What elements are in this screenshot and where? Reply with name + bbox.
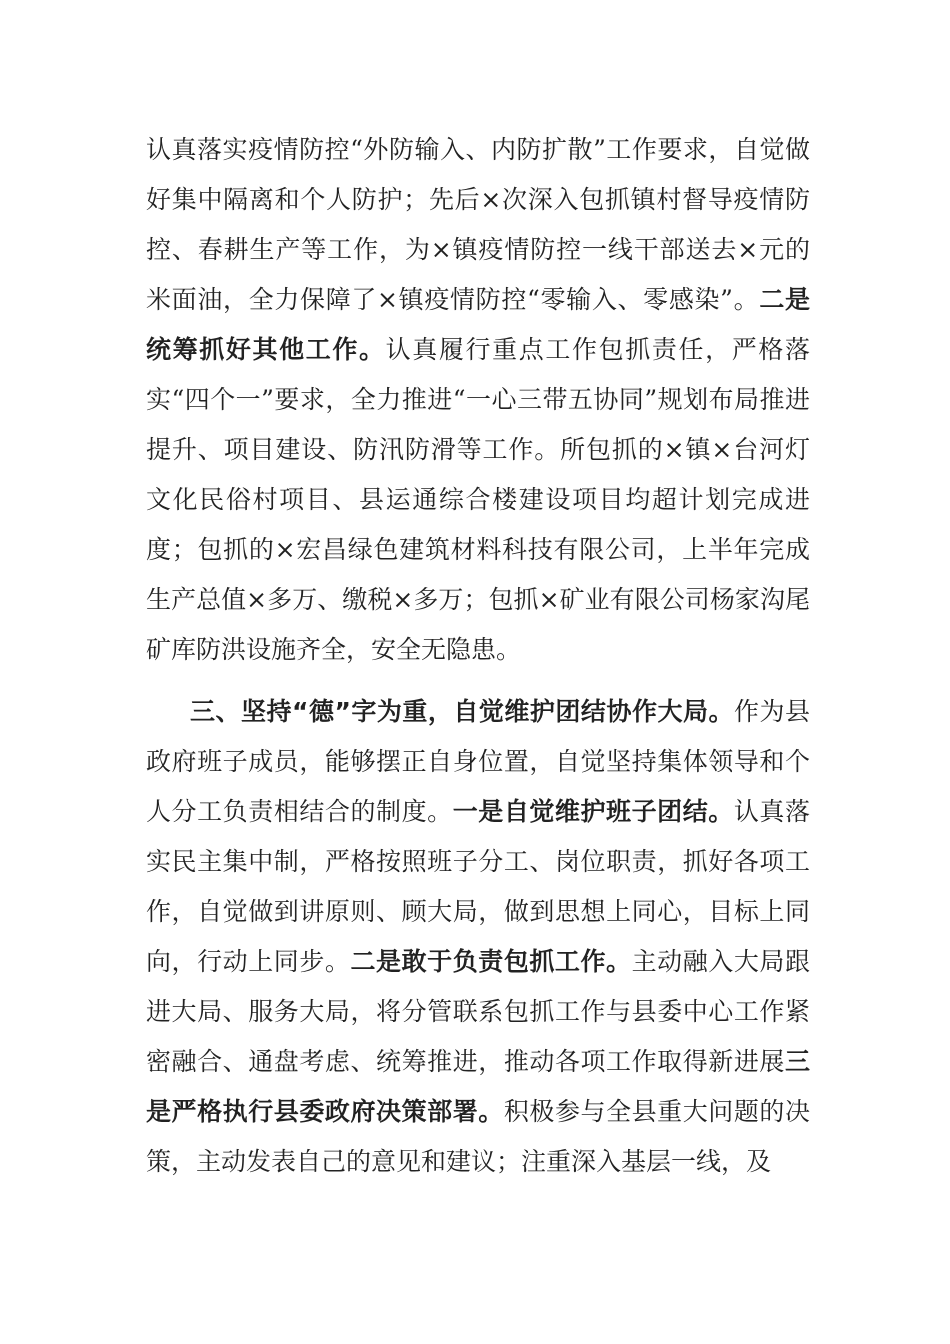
bold-heading-segment: 一是自觉维护班子团结。: [452, 797, 734, 826]
text-segment: 认真落实疫情防控“外防输入、内防扩散”工作要求，自觉做好集中隔离和个人防护；先后×次深入包抓镇村督导疫情防控、春耕生产等工作，为×镇疫情防控一线干部送去×元的米面油，全力保障了×镇疫情防控“零输入、零感染”。: [146, 135, 810, 314]
bold-heading-segment: 二是敢于负责包抓工作。: [350, 947, 632, 976]
paragraph-work-continuation: [146, 125, 810, 675]
section-heading: 三、坚持“德”字为重，自觉维护团结协作大局。: [190, 697, 734, 726]
bold-heading-segment: 三是严格执行县委政府决策部署。: [146, 1047, 810, 1126]
document-body: [146, 125, 810, 1187]
text-segment: 认真落实民主集中制，严格按照班子分工、岗位职责，抓好各项工作，自觉做到讲原则、顾大局，做到思想上同心，目标上同向，行动上同步。: [146, 797, 810, 976]
text-segment: 作为县政府班子成员，能够摆正自身位置，自觉坚持集体领导和个人分工负责相结合的制度。: [146, 697, 810, 826]
text-segment: 认真履行重点工作包抓责任，严格落实“四个一”要求，全力推进“一心三带五协同”规划布局推进提升、项目建设、防汛防滑等工作。所包抓的×镇×台河灯文化民俗村项目、县运通综合楼建设项目均超计划完成进度；包抓的×宏昌绿色建筑材料科技有限公司，上半年完成生产总值×多万、缴税×多万；包抓×矿业有限公司杨家沟尾矿库防洪设施齐全，安全无隐患。: [146, 335, 810, 664]
text-segment: 积极参与全县重大问题的决策，主动发表自己的意见和建议；注重深入基层一线，及: [146, 1097, 810, 1176]
text-segment: 主动融入大局跟进大局、服务大局，将分管联系包抓工作与县委中心工作紧密融合、通盘考虑、统筹推进，推动各项工作取得新进展: [146, 947, 810, 1076]
paragraph-section-three: [146, 687, 810, 1187]
bold-heading-segment: 二是统筹抓好其他工作。: [146, 285, 810, 364]
